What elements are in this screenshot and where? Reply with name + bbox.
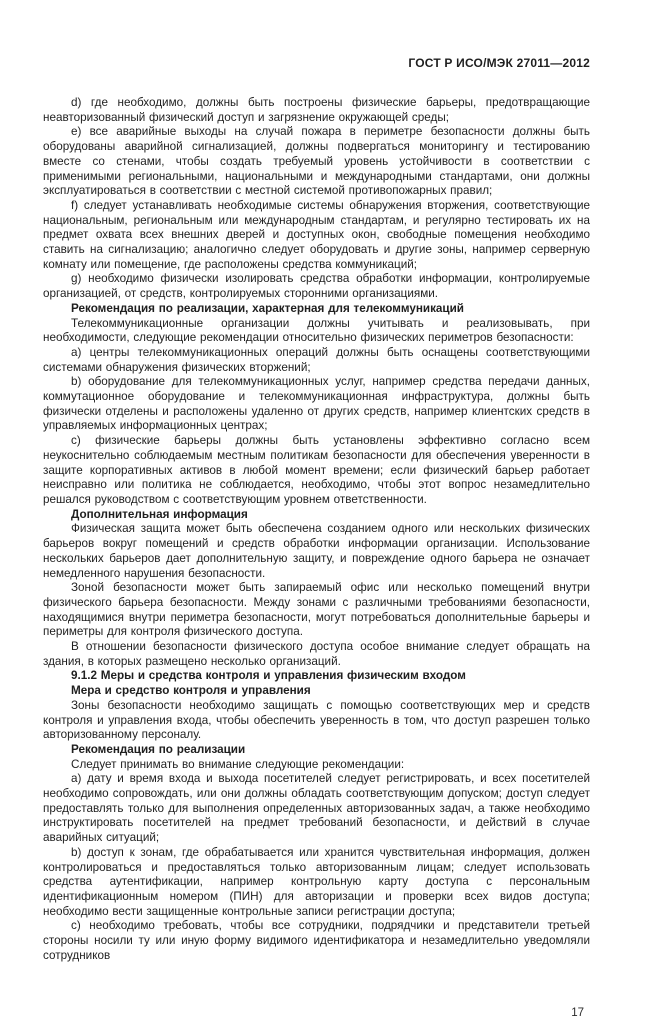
heading-additional-information: Дополнительная информация (71, 507, 248, 521)
paragraph-telecom-intro: Телекоммуникационные организации должны учитывать и реализовывать, при необходимости, следующие рекомендации относительно физических периметров безопасности: (43, 316, 590, 345)
heading-control-measure: Мера и средство контроля и управления (71, 684, 311, 698)
heading-implementation-guidance: Рекомендация по реализации (71, 742, 246, 756)
list-item-c-entry: c) необходимо требовать, чтобы все сотрудники, подрядчики и представители третьей стороны носили ту или иную форму видимого идентификатора и незамедлительно уведомляли сотрудников (43, 919, 590, 962)
list-item-f: f) следует устанавливать необходимые системы обнаружения вторжения, соответствующие национальным, региональным или международным стандартам, и регулярно тестировать их на предмет охвата всех внешних дверей и доступных окон, свободные помещения необходимо ставить на сигнализацию; аналогично следует оборудовать и другие зоны, например серверную комнату или помещение, где расположены средства коммуникаций; (43, 198, 590, 271)
list-item-a-telecom: a) центры телекоммуникационных операций должны быть оснащены соответствующими системами обнаружения физических вторжений; (43, 345, 590, 374)
list-item-d: d) где необходимо, должны быть построены физические барьеры, предотвращающие неавторизованный физический доступ и загрязнение окружающей среды; (43, 96, 590, 124)
heading-telecom-implementation-guidance: Рекомендация по реализации, характерная для телекоммуникаций (71, 301, 464, 315)
list-item-c-telecom: c) физические барьеры должны быть установлены эффективно согласно всем неукоснительно соблюдаемым местным политикам безопасности для обеспечения уверенности в защите корпоративных активов в любой момент времени; если физический барьер работает неисправно или политика не соблюдается, необходимо, чтобы этот вопрос незамедлительно решался руководством с соответствующим уровнем ответственности. (43, 434, 590, 506)
list-item-b-entry: b) доступ к зонам, где обрабатывается или хранится чувствительная информация, должен контролироваться и предоставляться только авторизованным лицам; следует использовать средства аутентификации, например контрольную карту доступа с персональным идентификационным номером (ПИН) для авторизации и проверки всех видов доступа; необходимо вести защищенные контрольные записи регистрации доступа; (43, 845, 590, 918)
paragraph-security-zones-protection: Зоны безопасности необходимо защищать с помощью соответствующих мер и средств контроля и управления входа, чтобы обеспечить уверенность в том, что доступ разрешен только авторизованному персоналу. (43, 698, 590, 742)
list-item-g: g) необходимо физически изолировать средства обработки информации, контролируемые организацией, от средств, контролируемых сторонними организациями. (43, 272, 590, 301)
list-item-a-entry: a) дату и время входа и выхода посетителей следует регистрировать, и всех посетителей необходимо сопровождать, или они должны обладать соответствующим допуском; доступ следует предоставлять только для выполнения определенных авторизованных задач, а также необходимо инструктировать посетителей на предмет требований безопасности, и действий в случае аварийных ситуаций; (43, 772, 590, 845)
list-item-e: e) все аварийные выходы на случай пожара в периметре безопасности должны быть оборудованы аварийной сигнализацией, должны подвергаться мониторингу и тестированию вместе со стенами, чтобы создать требуемый уровень устойчивости в соответствии с применимыми региональными, национальными и международными стандартами, они должны эксплуатироваться в соответствии с местной системой противопожарных правил; (43, 125, 590, 198)
document-header-standard-number: ГОСТ Р ИСО/МЭК 27011—2012 (408, 56, 590, 70)
paragraph-physical-protection: Физическая защита может быть обеспечена созданием одного или нескольких физических барьеров вокруг помещений и средств обработки информации организации. Использование нескольких барьеров дает дополнительную защиту, и повреждение одного барьера не означает немедленного нарушения безопасности. (43, 522, 590, 580)
paragraph-buildings-note: В отношении безопасности физического доступа особое внимание следует обращать на здания, в которых размещено несколько организаций. (43, 640, 590, 668)
page-number: 17 (571, 1007, 584, 1019)
heading-section-9-1-2: 9.1.2 Меры и средства контроля и управления физическим входом (71, 669, 466, 683)
paragraph-recommendations-intro: Следует принимать во внимание следующие рекомендации: (71, 757, 405, 771)
list-item-b-telecom: b) оборудование для телекоммуникационных услуг, например средства передачи данных, коммутационное оборудование и телекоммуникационная инфраструктура, должны быть физически отделены и расположены удаленно от других средств, например клиентских средств в управляемых информационных центрах; (43, 375, 590, 433)
paragraph-security-zone: Зоной безопасности может быть запираемый офис или несколько помещений внутри физического барьера безопасности. Между зонами с различными требованиями безопасности, находящимися внутри периметра безопасности, могут потребоваться дополнительные барьеры и периметры для контроля физического доступа. (43, 581, 590, 639)
